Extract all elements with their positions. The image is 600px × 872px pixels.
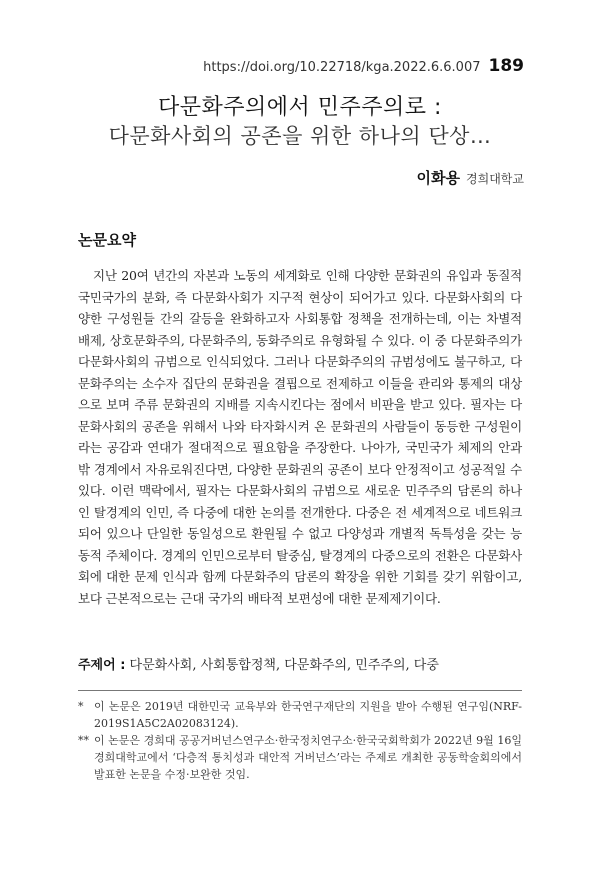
author-block — [417, 167, 524, 188]
page-header — [203, 56, 524, 76]
footnote-divider — [78, 690, 522, 691]
abstract-heading: 논문요약 — [78, 231, 136, 249]
keywords-line — [78, 654, 522, 673]
page-number: 189 — [488, 56, 524, 76]
footnote-mark: ** — [78, 734, 89, 747]
footnote-text: 이 논문은 경희대 공공거버넌스연구소·한국정치연구소·한국국회학회가 2022년 9월 16일 경희대학교에서 ‘다층적 통치성과 대안적 거버넌스’라는 주제로 개최한 공동학술회의에서 발표한 논문을 수정·보완한 것임. — [94, 734, 522, 781]
abstract-body: 지난 20여 년간의 자본과 노동의 세계화로 인해 다양한 문화권의 유입과 동질적 국민국가의 분화, 즉 다문화사회가 지구적 현상이 되어가고 있다. 다문화사회의 다양한 구성원들 간의 갈등을 완화하고자 사회통합 정책을 전개하는데, 이는 차별적 배제, 상호문화주의, 다문화주의, 동화주의로 유형화될 수 있다. 이 중 다문화주의가 다문화사회의 규범으로 인식되었다. 그러나 다문화주의의 규범성에도 불구하고, 다문화주의는 소수자 집단의 문화권을 결핍으로 전제하고 이들을 관리와 통제의 대상으로 보며 주류 문화권의 지배를 지속시킨다는 점에서 비판을 받고 있다. 필자는 다문화사회의 공존을 위해서 나와 타자화시켜 온 문화권의 사람들이 동등한 구성원이라는 공감과 연대가 절대적으로 필요함을 주장한다. 나아가, 국민국가 체제의 안과 밖 경계에서 자유로워진다면, 다양한 문화권의 공존이 보다 안정적이고 성공적일 수 있다. 이런 맥락에서, 필자는 다문화사회의 규범으로 새로운 민주주의 담론의 하나인 탈경계의 인민, 즉 다중에 대한 논의를 전개한다. 다중은 전 세계적으로 네트워크되어 있으나 단일한 동일성으로 환원될 수 없고 다양성과 개별적 독특성을 갖는 능동적 주체이다. 경계의 인민으로부터 탈중심, 탈경계의 다중으로의 전환은 다문화사회에 대한 문제 인식과 함께 다문화주의 담론의 확장을 위한 기회를 갖기 위함이고, 보다 근본적으로는 근대 국가의 배타적 보편성에 대한 문제제기이다. — [78, 268, 522, 606]
footnote-text: 이 논문은 2019년 대한민국 교육부와 한국연구재단의 지원을 받아 수행된 연구임(NRF-2019S1A5C2A02083124). — [94, 700, 522, 730]
footnote-1 — [78, 698, 522, 732]
keywords-label: 주제어 : — [78, 658, 126, 673]
paper-subtitle: 다문화사회의 공존을 위한 하나의 단상… — [108, 124, 492, 148]
author-affiliation: 경희대학교 — [466, 172, 524, 186]
author-name: 이화용 — [416, 169, 461, 187]
keywords-text: 다문화사회, 사회통합정책, 다문화주의, 민주주의, 다중 — [129, 658, 439, 673]
doi-link[interactable]: https://doi.org/10.22718/kga.2022.6.6.007 — [203, 60, 481, 75]
footnote-mark: * — [78, 700, 84, 713]
paper-title: 다문화주의에서 민주주의로 : — [158, 95, 442, 120]
footnote-2 — [78, 732, 522, 783]
